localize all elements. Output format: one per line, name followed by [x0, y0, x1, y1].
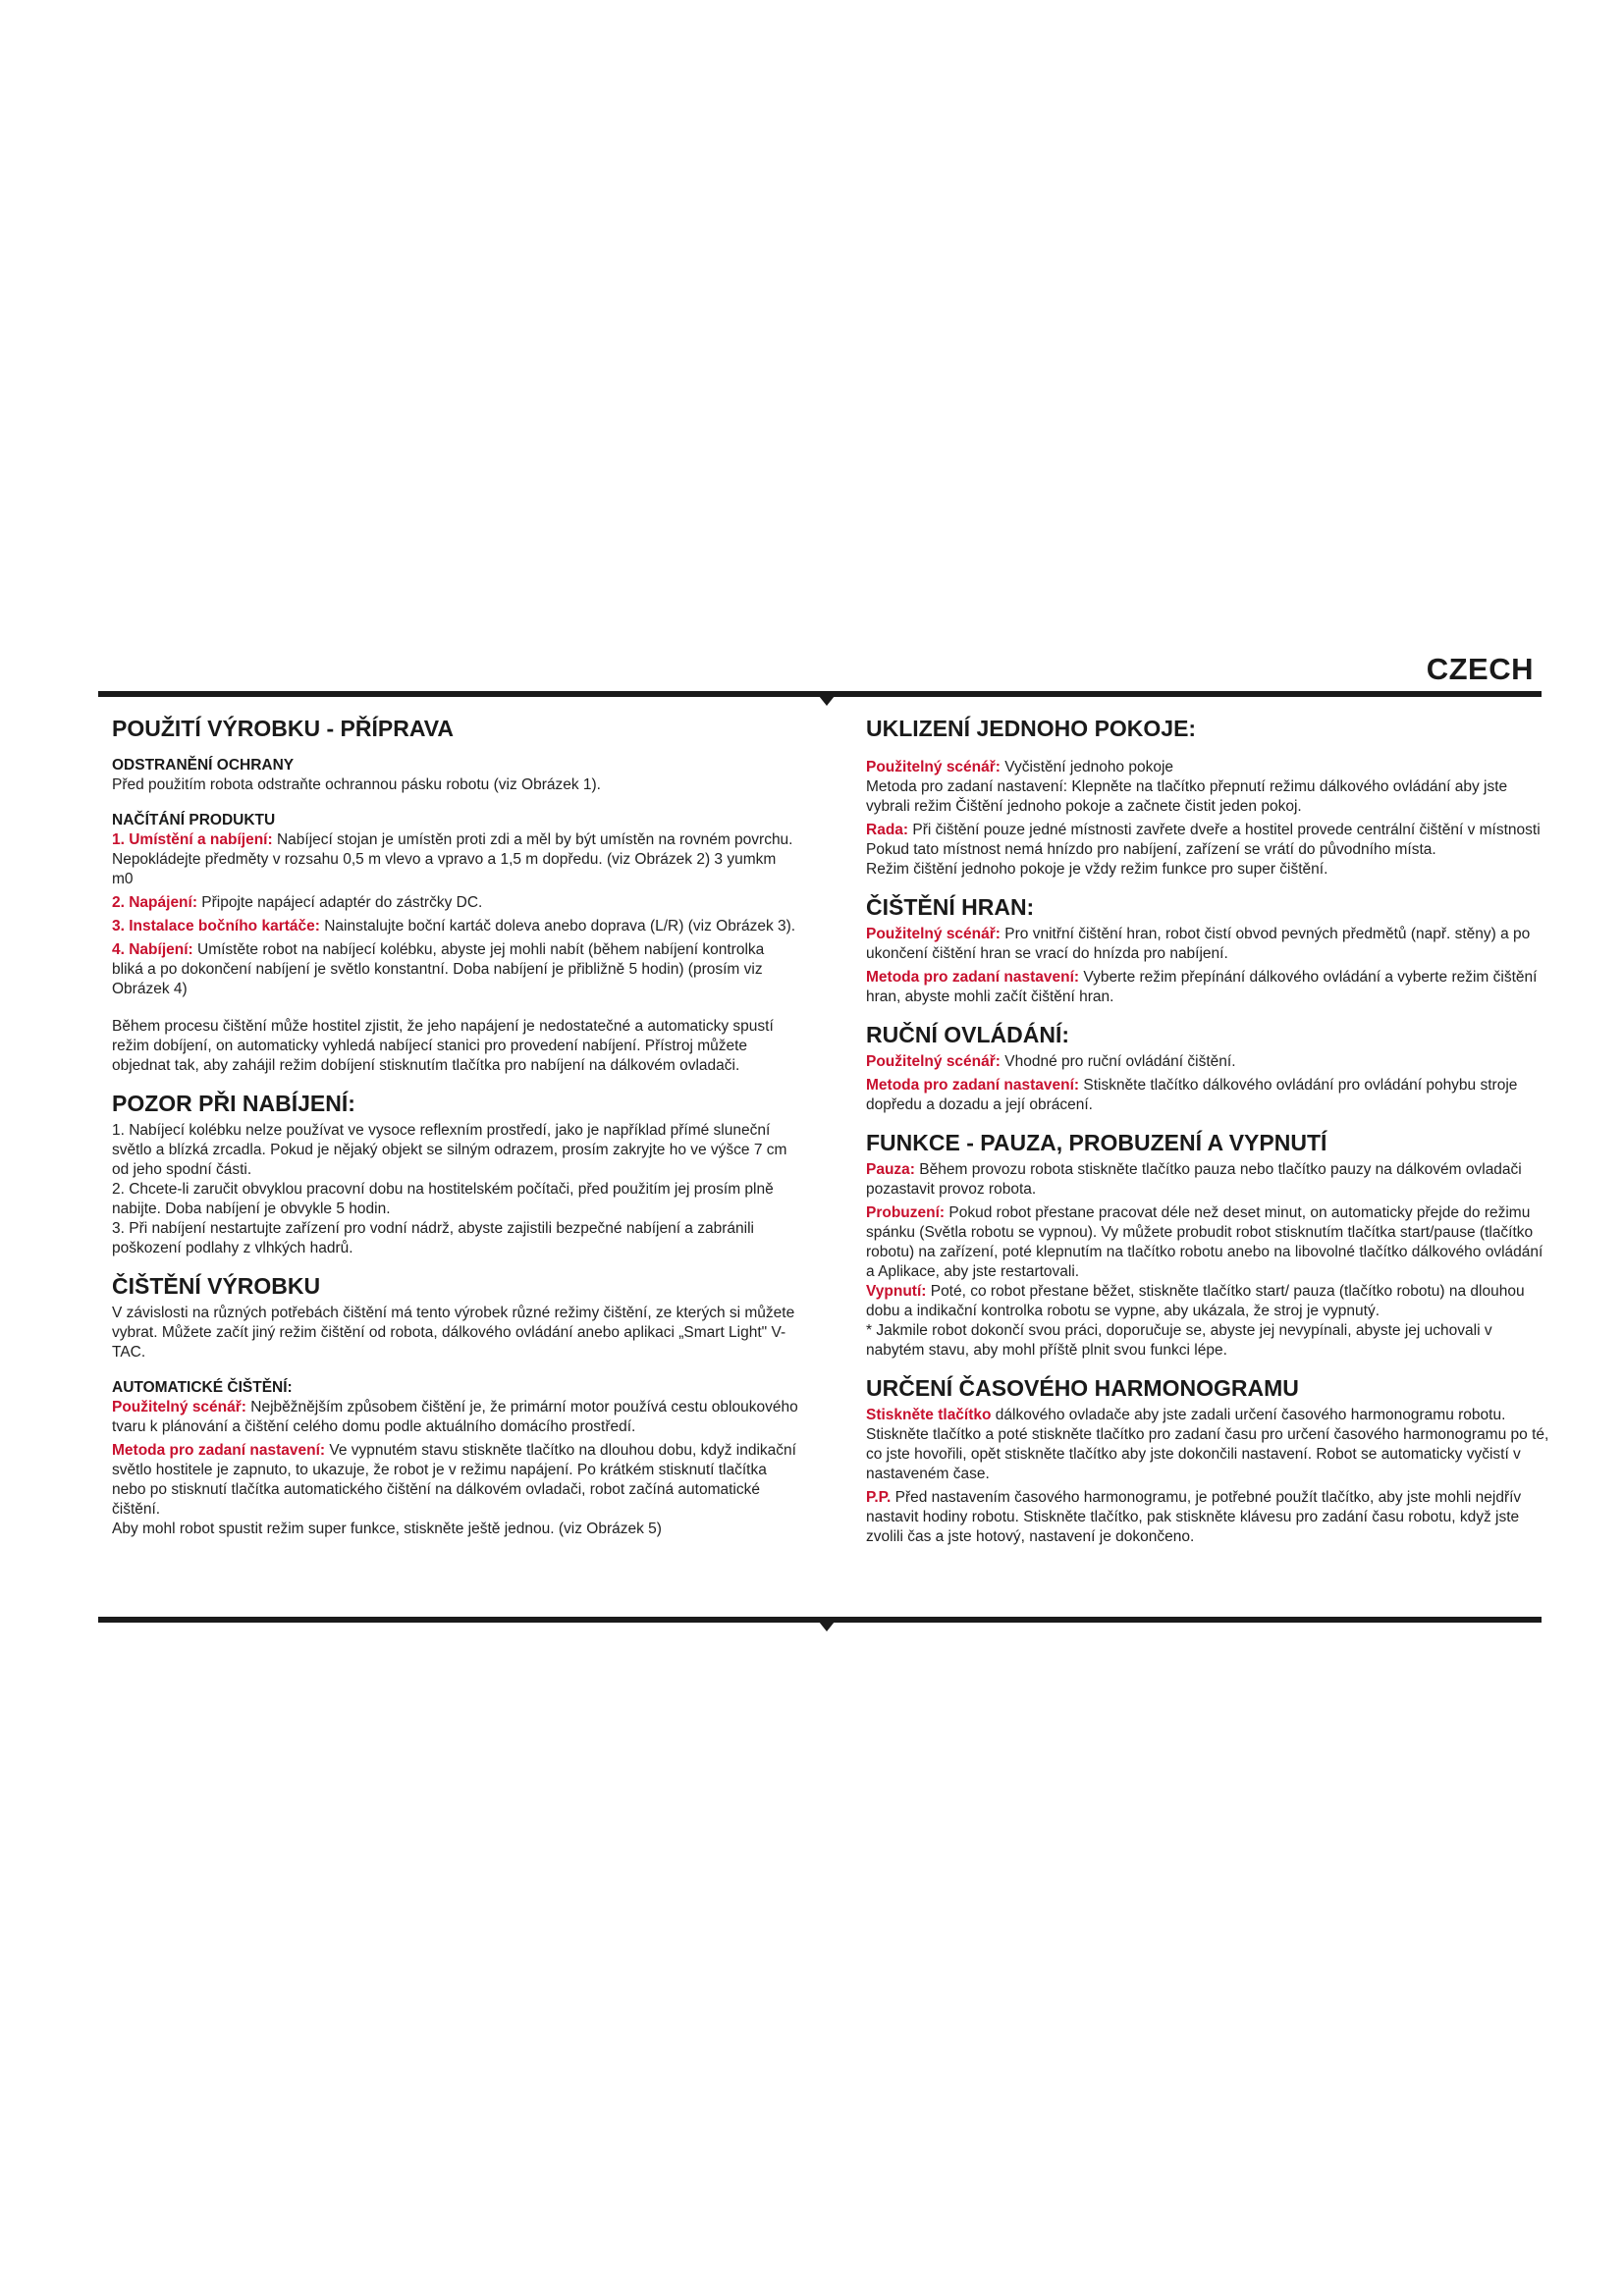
schedule-press [866, 1406, 1553, 1484]
section-title-manual: RUČNÍ OVLÁDÁNÍ: [866, 1022, 1069, 1047]
edge-scenario-text: Pro vnitřní čištění hran, robot čistí obvod pevných předmětů (např. stěny) a po ukončení čištění hran se vrací do hnízda pro nabíjení. [866, 926, 1531, 962]
charging-note: Během procesu čištění může hostitel zjistit, že jeho napájení je nedostatečné a automaticky spustí režim dobíjení, on automaticky vyhledá nabíjecí stanici pro provedení nabíjení. Přístroj můžete objednat tak, aby zahájil režim dobíjení stisknutím tlačítka pro nabíjení na dálkovém ovladači. [112, 1018, 774, 1074]
edge-method-label: Metoda pro zadaní nastavení: [866, 969, 1080, 986]
section-title-caution: POZOR PŘI NABÍJENÍ: [112, 1091, 355, 1116]
section-title-functions: FUNKCE - PAUZA, PROBUZENÍ A VYPNUTÍ [866, 1130, 1327, 1155]
room-scenario [866, 758, 1553, 777]
auto-method-label: Metoda pro zadaní nastavení: [112, 1442, 326, 1459]
manual-method-label: Metoda pro zadaní nastavení: [866, 1077, 1080, 1094]
manual-method [866, 1076, 1553, 1115]
room-extra-2: Režim čištění jednoho pokoje je vždy režim funkce pro super čištění. [866, 861, 1328, 878]
caution-item-1: 1. Nabíjecí kolébku nelze používat ve vysoce reflexním prostředí, jako je například přímé sluneční světlo a blízká zrcadla. Pokud je nějaký objekt se silným odrazem, prosím zakryjte ho ve výšce 7 cm od jeho spodní části. [112, 1122, 787, 1178]
manual-scenario-label: Použitelný scénář: [866, 1053, 1001, 1070]
section-title-schedule: URČENÍ ČASOVÉHO HARMONOGRAMU [866, 1375, 1299, 1401]
edge-scenario-label: Použitelný scénář: [866, 926, 1001, 942]
schedule-press-label: Stiskněte tlačítko [866, 1407, 992, 1423]
function-off-text: Poté, co robot přestane běžet, stiskněte tlačítko start/ pauza (tlačítko robotu) na dlouhou dobu a indikační kontrolka robotu se vypne, aby ukázala, že stroj je vypnutý. [866, 1283, 1525, 1319]
auto-scenario [112, 1398, 799, 1437]
section-title-cleaning: ČIŠTĚNÍ VÝROBKU [112, 1273, 321, 1299]
heading-charging: NAČÍTÁNÍ PRODUKTU [112, 812, 276, 828]
auto-scenario-label: Použitelný scénář: [112, 1399, 246, 1415]
charging-item-3-label: 3. Instalace bočního kartáče: [112, 918, 320, 934]
auto-method [112, 1441, 799, 1520]
heading-auto-cleaning: AUTOMATICKÉ ČIŠTĚNÍ: [112, 1379, 293, 1396]
function-pause-label: Pauza: [866, 1161, 915, 1178]
edge-method-text: Vyberte režim přepínání dálkového ovládání a vyberte režim čištění hran, abyste mohli začít čištění hran. [866, 969, 1538, 1005]
schedule-press-text: dálkového ovladače aby jste zadali určení časového harmonogramu robotu. Stiskněte tlačítko a poté stiskněte tlačítko pro zadaní času pro určení časového harmonogramu po té, co jste hovořili, opět stiskněte tlačítko aby jste dokončili nastavení. Robot se automaticky vyčistí v nastaveném čase. [866, 1407, 1549, 1482]
charging-item-4 [112, 940, 799, 999]
auto-scenario-text: Nejběžnějším způsobem čištění je, že primární motor používá cestu obloukového tvaru k plánování a čištění celého domu podle aktuálního domácího prostředí. [112, 1399, 798, 1435]
auto-method-text: Ve vypnutém stavu stiskněte tlačítko na dlouhou dobu, když indikační světlo hostitele je zapnuto, to ukazuje, že robot je v režimu napájení. Po krátkém stisknutí tlačítka nebo po stisknutí tlačítka automatického čištění na dálkovém ovladači, robot začíná automatické čištění. [112, 1442, 796, 1518]
charging-item-2-text: Připojte napájecí adaptér do zástrčky DC. [197, 894, 483, 911]
room-scenario-text: Vyčistění jednoho pokoje [1000, 759, 1174, 775]
room-scenario-label: Použitelný scénář: [866, 759, 1001, 775]
function-off-label: Vypnutí: [866, 1283, 927, 1300]
charging-item-1 [112, 830, 799, 889]
heading-remove-protection: ODSTRANĚNÍ OCHRANY [112, 757, 295, 774]
caution-item-2: 2. Chcete-li zaručit obvyklou pracovní dobu na hostitelském počítači, před použitím jej prosím plně nabijte. Doba nabíjení je obvykle 5 hodin. [112, 1181, 774, 1217]
schedule-pp-label: P.P. [866, 1489, 892, 1506]
caution-item-3: 3. Při nabíjení nestartujte zařízení pro vodní nádrž, abyste zajistili bezpečné nabíjení a zabránili poškození podlahy z vlhkých hadrů. [112, 1220, 754, 1256]
room-method: Metoda pro zadaní nastavení: Klepněte na tlačítko přepnutí režimu dálkového ovládání aby jste vybrali režim Čištění jednoho pokoje a začnete čistit jeden pokoj. [866, 778, 1508, 815]
auto-super: Aby mohl robot spustit režim super funkce, stiskněte ještě jednou. (viz Obrázek 5) [112, 1521, 662, 1537]
edge-method [866, 968, 1553, 1007]
function-pause [866, 1160, 1553, 1200]
language-label: CZECH [1426, 652, 1534, 686]
schedule-pp-text: Před nastavením časového harmonogramu, je potřebné použít tlačítko, aby jste mohli nejdřív nastavit hodiny robotu. Stiskněte tlačítko, pak stiskněte klávesu pro zadání času robotu, když jste zvolili čas a jste hotový, nastavení je dokončeno. [866, 1489, 1522, 1545]
function-wake-text: Pokud robot přestane pracovat déle než deset minut, on automaticky přejde do režimu spánku (Světla robotu se vypnou). Vy můžete probudit robot stisknutím tlačítka start/pause (tlačítko robotu) na zařízení, poté klepnutím na tlačítko robotu anebo na libovolné tlačítko dálkového ovládání a Aplikace, aby jste restartovali. [866, 1204, 1543, 1280]
room-tip-label: Rada: [866, 822, 909, 838]
charging-item-4-text: Umístěte robot na nabíjecí kolébku, abyste jej mohli nabít (během nabíjení kontrolka bliká a po dokončení nabíjení je světlo konstantní. Doba nabíjení je přibližně 5 hodin) (prosím viz Obrázek 4) [112, 941, 765, 997]
charging-item-2 [112, 893, 799, 913]
room-tip [866, 821, 1553, 840]
top-divider-notch [819, 696, 835, 706]
room-extra-1: Pokud tato místnost nemá hnízdo pro nabíjení, zařízení se vrátí do původního místa. [866, 841, 1436, 858]
charging-item-3-text: Nainstalujte boční kartáč doleva anebo doprava (L/R) (viz Obrázek 3). [319, 918, 796, 934]
bottom-divider-notch [819, 1622, 835, 1631]
edge-scenario [866, 925, 1553, 964]
left-column [112, 715, 799, 1539]
charging-item-3 [112, 917, 799, 936]
manual-scenario-text: Vhodné pro ruční ovládání čištění. [1000, 1053, 1236, 1070]
section-title-usage: POUŽITÍ VÝROBKU - PŘÍPRAVA [112, 716, 454, 741]
function-wake [866, 1203, 1553, 1282]
text-remove-protection: Před použitím robota odstraňte ochrannou pásku robotu (viz Obrázek 1). [112, 776, 601, 793]
charging-item-2-label: 2. Napájení: [112, 894, 197, 911]
manual-scenario [866, 1052, 1553, 1072]
function-off [866, 1282, 1553, 1321]
charging-item-4-label: 4. Nabíjení: [112, 941, 193, 958]
schedule-pp [866, 1488, 1553, 1547]
section-title-single-room: UKLIZENÍ JEDNOHO POKOJE: [866, 716, 1197, 741]
section-title-edge: ČIŠTĚNÍ HRAN: [866, 894, 1035, 920]
charging-item-1-label: 1. Umístění a nabíjení: [112, 831, 273, 848]
room-tip-text: Při čištění pouze jedné místnosti zavřete dveře a hostitel provede centrální čištění v místnosti [908, 822, 1541, 838]
function-pause-text: Během provozu robota stiskněte tlačítko pauza nebo tlačítko pauzy na dálkovém ovladači pozastavit provoz robota. [866, 1161, 1522, 1198]
function-wake-label: Probuzení: [866, 1204, 946, 1221]
charging-item-1-text: Nabíjecí stojan je umístěn proti zdi a měl by být umístěn na rovném povrchu. Nepokládejte předměty v rozsahu 0,5 m vlevo a vpravo a 1,5 m dopředu. (viz Obrázek 2) 3 yumkm m0 [112, 831, 793, 887]
cleaning-text: V závislosti na různých potřebách čištění má tento výrobek různé režimy čištění, ze kterých si můžete vybrat. Můžete začít jiný režim čištění od robota, dálkového ovládání anebo aplikaci „Smart Light" V-TAC. [112, 1305, 795, 1361]
manual-method-text: Stiskněte tlačítko dálkového ovládání pro ovládání pohybu stroje dopředu a dozadu a její obrácení. [866, 1077, 1518, 1113]
right-column [866, 715, 1553, 1547]
function-note: * Jakmile robot dokončí svou práci, doporučuje se, abyste jej nevypínali, abyste jej uchovali v nabytém stavu, aby mohl příště plnit svou funkci lépe. [866, 1322, 1492, 1359]
